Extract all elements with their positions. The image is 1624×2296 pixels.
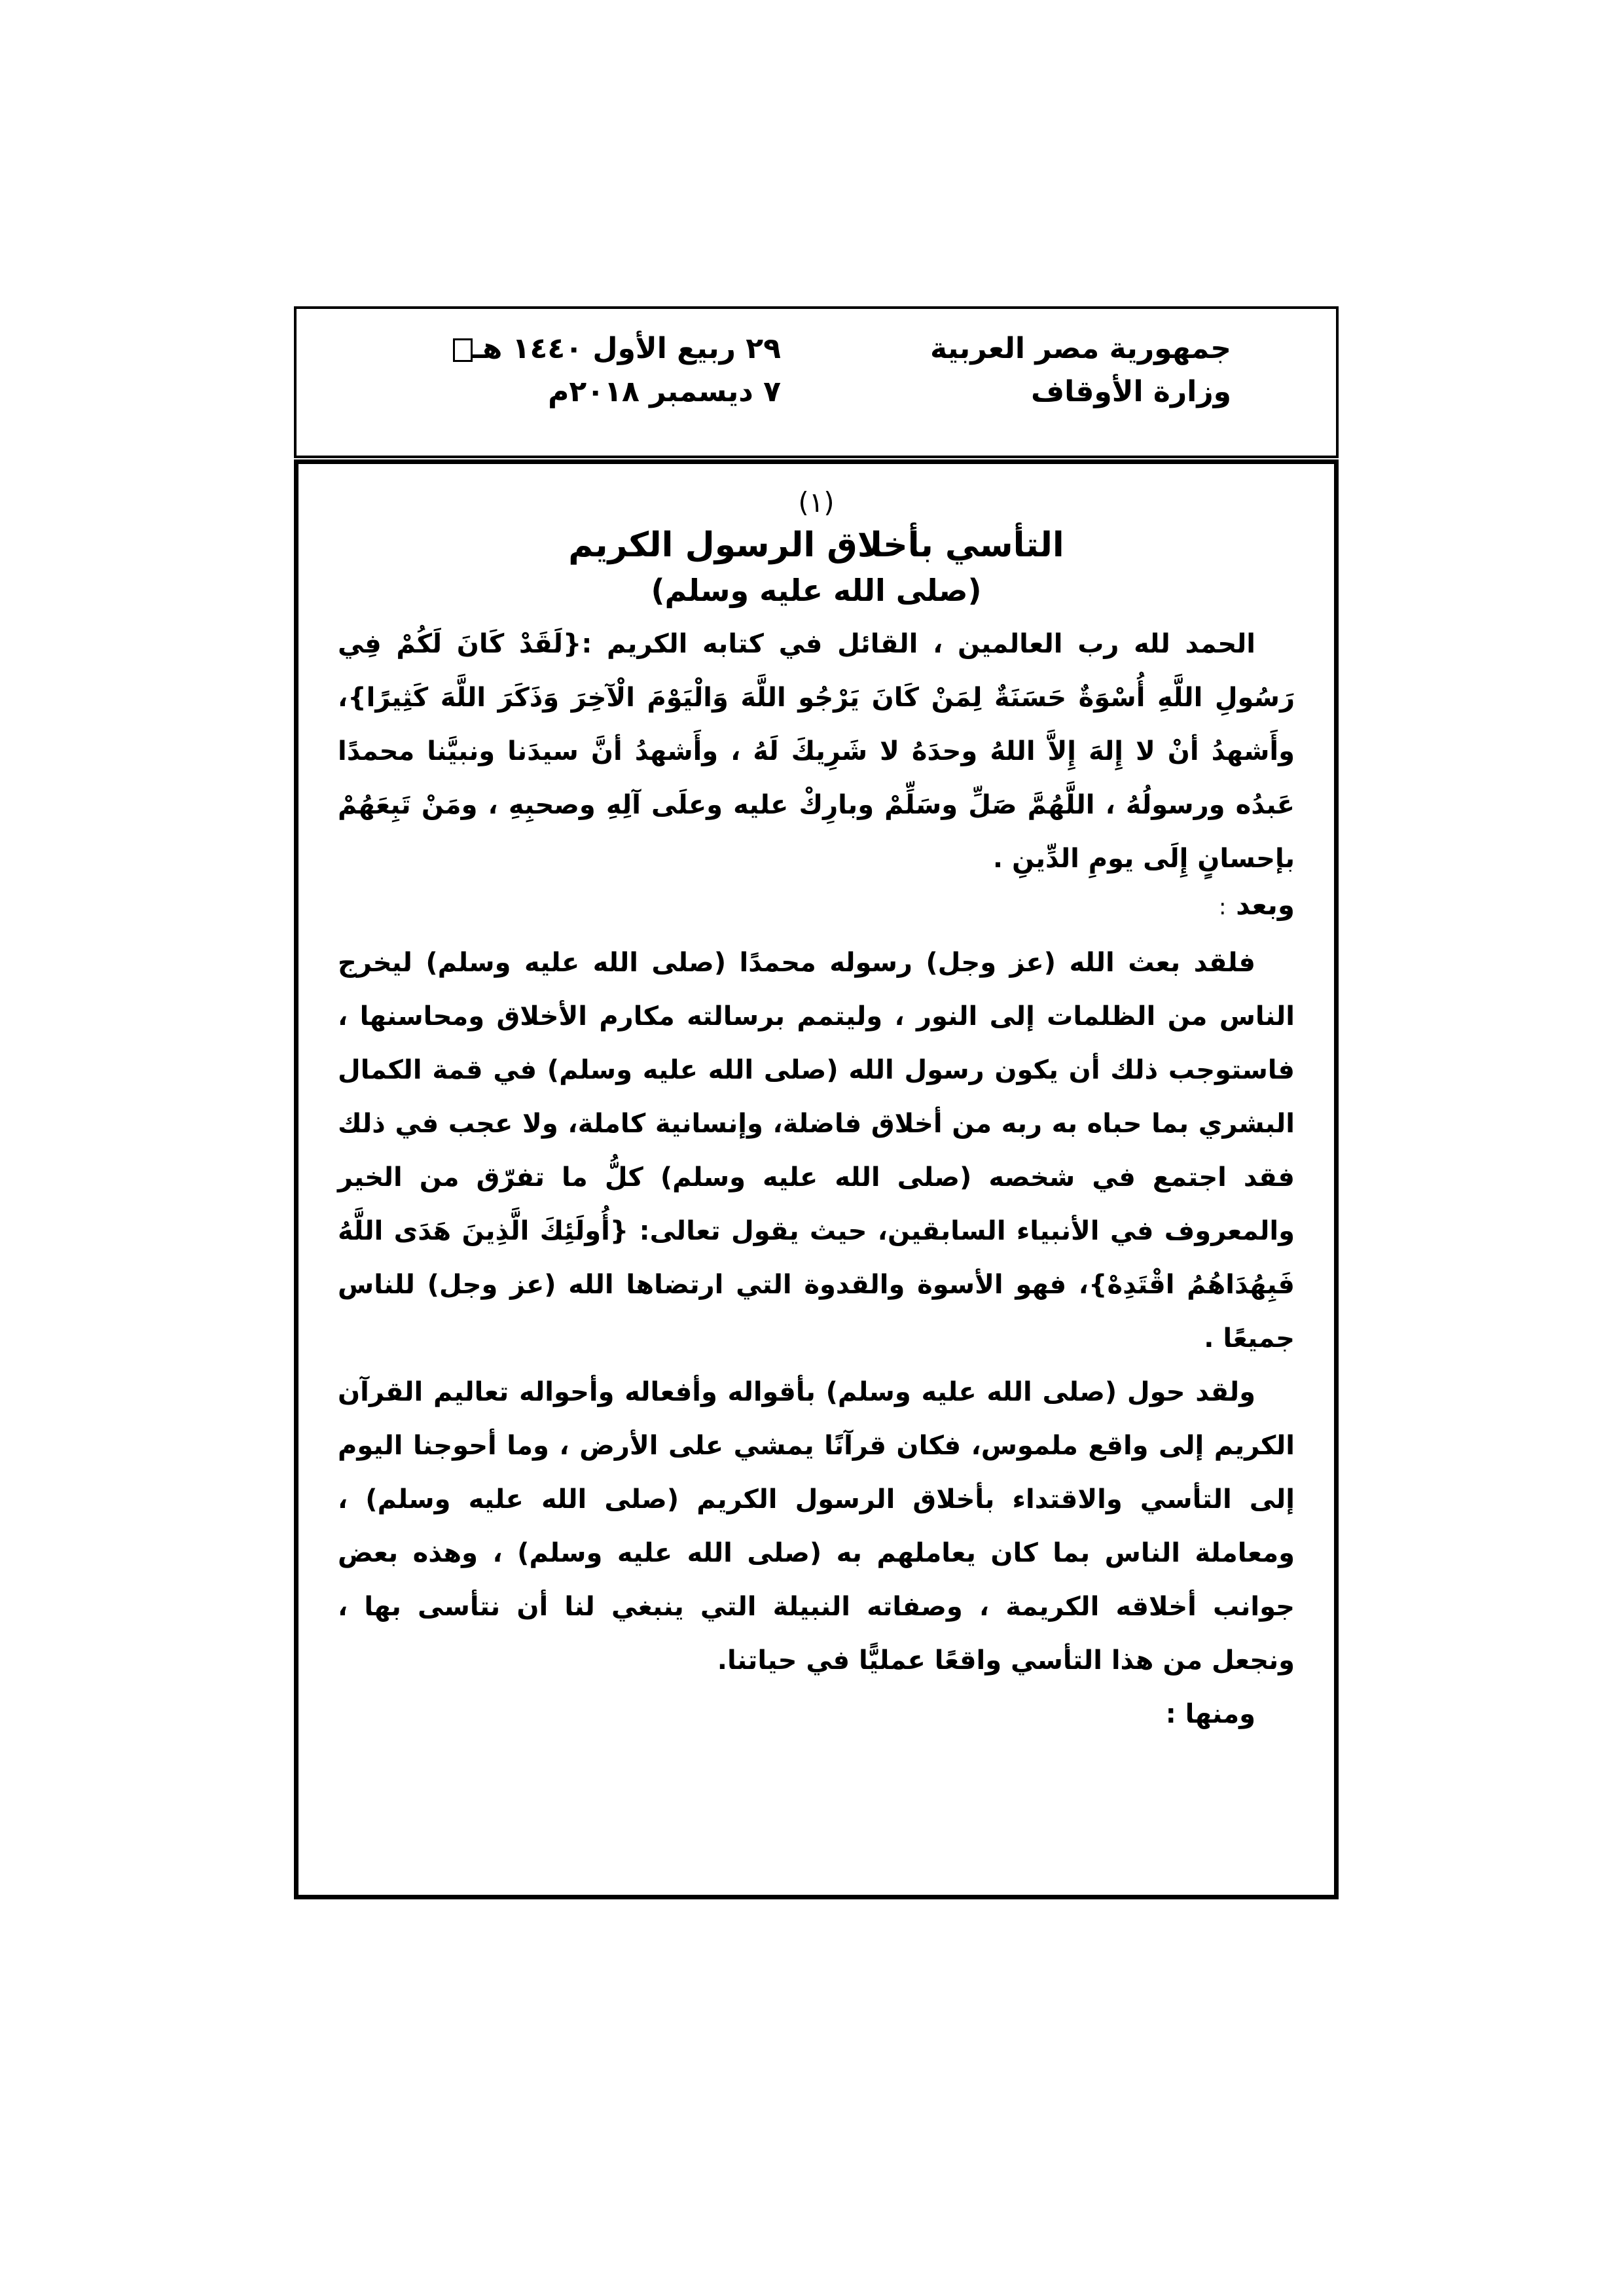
gregorian-date: ٧ ديسمبر ٢٠١٨م: [548, 375, 781, 408]
date-block: [414, 327, 781, 414]
sermon-box: [294, 459, 1339, 1899]
body-paragraph-2: ولقد حول (صلى الله عليه وسلم) بأقواله وأفعاله وأحواله تعاليم القرآن الكريم إلى واقع ملموس، فكان قرآنًا يمشي على الأرض ، وما أحوجنا اليوم إلى التأسي والاقتداء بأخلاق الرسول الكريم (صلى الله عليه وسلم) ، ومعاملة الناس بما كان يعاملهم به (صلى الله عليه وسلم) ، وهذه بعض جوانب أخلاقه الكريمة ، وصفاته النبيلة التي ينبغي لنا أن نتأسى بها ، ونجعل من هذا التأسي واقعًا عمليًّا في حياتنا.: [338, 1377, 1295, 1676]
hijri-date: ٢٩ ربيع الأول ١٤٤٠ هـ: [414, 327, 781, 370]
issuer-block: [930, 327, 1231, 414]
closing-line: ومنها :: [1165, 1699, 1255, 1729]
sermon-number: (١): [798, 486, 835, 518]
sermon-title: التأسي بأخلاق الرسول الكريم: [568, 526, 1064, 565]
wabad-heading: وبعد :: [1219, 889, 1295, 921]
body-paragraph-1: فلقد بعث الله (عز وجل) رسوله محمدًا (صلى الله عليه وسلم) ليخرج الناس من الظلمات إلى النور ، وليتمم برسالته مكارم الأخلاق ومحاسنها ، فاستوجب ذلك أن يكون رسول الله (صلى الله عليه وسلم) في قمة الكمال البشري بما حباه به ربه من أخلاق فاضلة، وإنسانية كاملة، ولا عجب في ذلك فقد اجتمع في شخصه (صلى الله عليه وسلم) كلُّ ما تفرّق من الخير والمعروف في الأنبياء السابقين، حيث يقول تعالى: {أُولَئِكَ الَّذِينَ هَدَى اللَّهُ فَبِهُدَاهُمُ اقْتَدِهْ}، فهو الأسوة والقدوة التي ارتضاها الله (عز وجل) للناس جميعًا .: [338, 948, 1295, 1354]
placeholder-box-icon: [453, 338, 473, 362]
sermon-subtitle: (صلى الله عليه وسلم): [651, 573, 982, 608]
header-box: [294, 306, 1339, 458]
sermon-content: [338, 484, 1295, 1741]
opening-paragraph: الحمد لله رب العالمين ، القائل في كتابه الكريم :{لَقَدْ كَانَ لَكُمْ فِي رَسُولِ اللَّهِ أُسْوَةٌ حَسَنَةٌ لِمَنْ كَانَ يَرْجُو اللَّهَ وَالْيَوْمَ الْآخِرَ وَذَكَرَ اللَّهَ كَثِيرًا}، وأَشهدُ أنْ لا إِلهَ إِلاَّ اللهُ وحدَهُ لا شَرِيكَ لَهُ ، وأَشهدُ أنَّ سيدَنا ونبيَّنا محمدًا عَبدُه ورسولُهُ ، اللَّهُمَّ صَلِّ وسَلِّمْ وبارِكْ عليه وعلَى آلِهِ وصحبِهِ ، ومَنْ تَبِعَهُمْ بإحسانٍ إِلَى يومِ الدِّينِ .: [338, 629, 1295, 874]
country-name: جمهورية مصر العربية: [930, 332, 1231, 365]
ministry-name: وزارة الأوقاف: [1030, 375, 1231, 408]
